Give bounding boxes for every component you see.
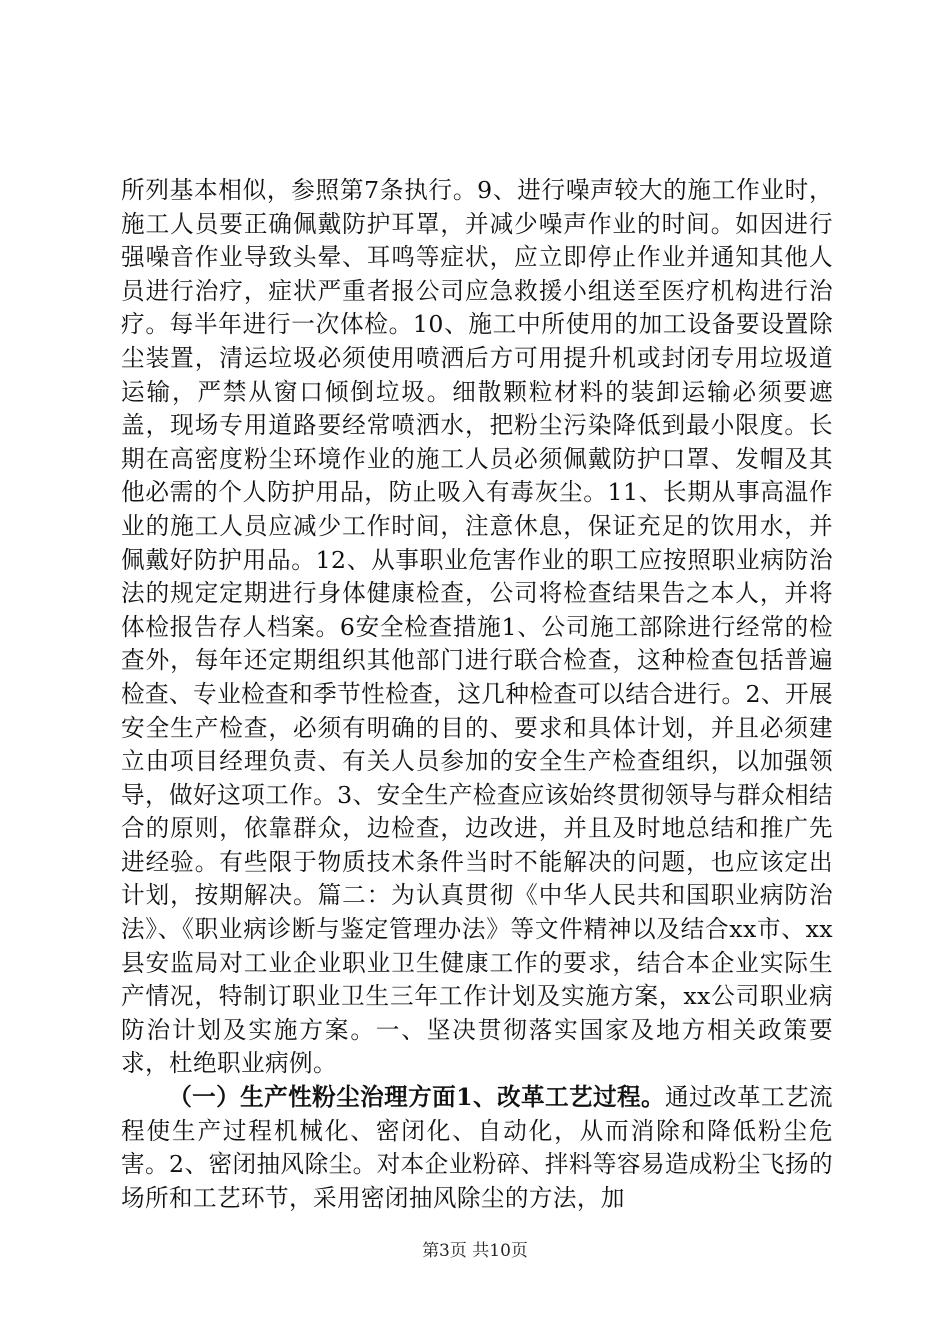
page-number-footer: 第3页 共10页 xyxy=(422,1241,528,1261)
paragraph-1-text: 所列基本相似，参照第7条执行。9、进行噪声较大的施工作业时，施工人员要正确佩戴防护耳罩，并减少噪声作业的时间。如因进行强噪音作业导致头晕、耳鸣等症状，应立即停止作业并通知其他人员进行治疗，症状严重者报公司应急救援小组送至医疗机构进行治疗。每半年进行一次体检。10、施工中所使用的加工设备要设置除尘装置，清运垃圾必须使用喷洒后方可用提升机或封闭专用垃圾道运输，严禁从窗口倾倒垃圾。细散颗粒材料的装卸运输必须要遮盖，现场专用道路要经常喷洒水，把粉尘污染降低到最小限度。长期在高密度粉尘环境作业的施工人员必须佩戴防护口罩、发帽及其他必需的个人防护用品，防止吸入有毒灰尘。11、长期从事高温作业的施工人员应减少工作时间，注意休息，保证充足的饮用水，并佩戴好防护用品。12、从事职业危害作业的职工应按照职业病防治法的规定定期进行身体健康检查，公司将检查结果告之本人，并将体检报告存人档案。6安全检查措施1、公司施工部除进行经常的检查外，每年还定期组织其他部门进行联合检查，这种检查包括普遍检查、专业检查和季节性检查，这几种检查可以结合进行。2、开展安全生产检查，必须有明确的目的、要求和具体计划，并且必须建立由项目经理负责、有关人员参加的安全生产检查组织，以加强领导，做好这项工作。3、安全生产检查应该始终贯彻领导与群众相结合的原则，依靠群众，边检查，边改进，并且及时地总结和推广先进经验。有些限于物质技术条件当时不能解决的问题，也应该定出计划，按期解决。篇二：为认真贯彻《中华人民共和国职业病防治法》、《职业病诊断与鉴定管理办法》等文件精神以及结合xx市、xx县安监局对工业企业职业卫生健康工作的要求，结合本企业实际生产情况，特制订职业卫生三年工作计划及实施方案，xx公司职业病防治计划及实施方案。一、坚决贯彻落实国家及地方相关政策要求，杜绝职业病例。 xyxy=(121,176,833,1078)
document-body xyxy=(121,174,833,1215)
paragraph-1 xyxy=(121,174,833,1081)
paragraph-2-bold-lead: （一）生产性粉尘治理方面1、改革工艺过程。 xyxy=(168,1083,665,1112)
paragraph-2-text: 通过改革工艺流程使生产过程机械化、密闭化、自动化，从而消除和降低粉尘危害。2、密闭抽风除尘。对本企业粉碎、拌料等容易造成粉尘飞扬的场所和工艺环节，采用密闭抽风除尘的方法，加 xyxy=(121,1083,833,1212)
paragraph-2 xyxy=(121,1081,833,1215)
